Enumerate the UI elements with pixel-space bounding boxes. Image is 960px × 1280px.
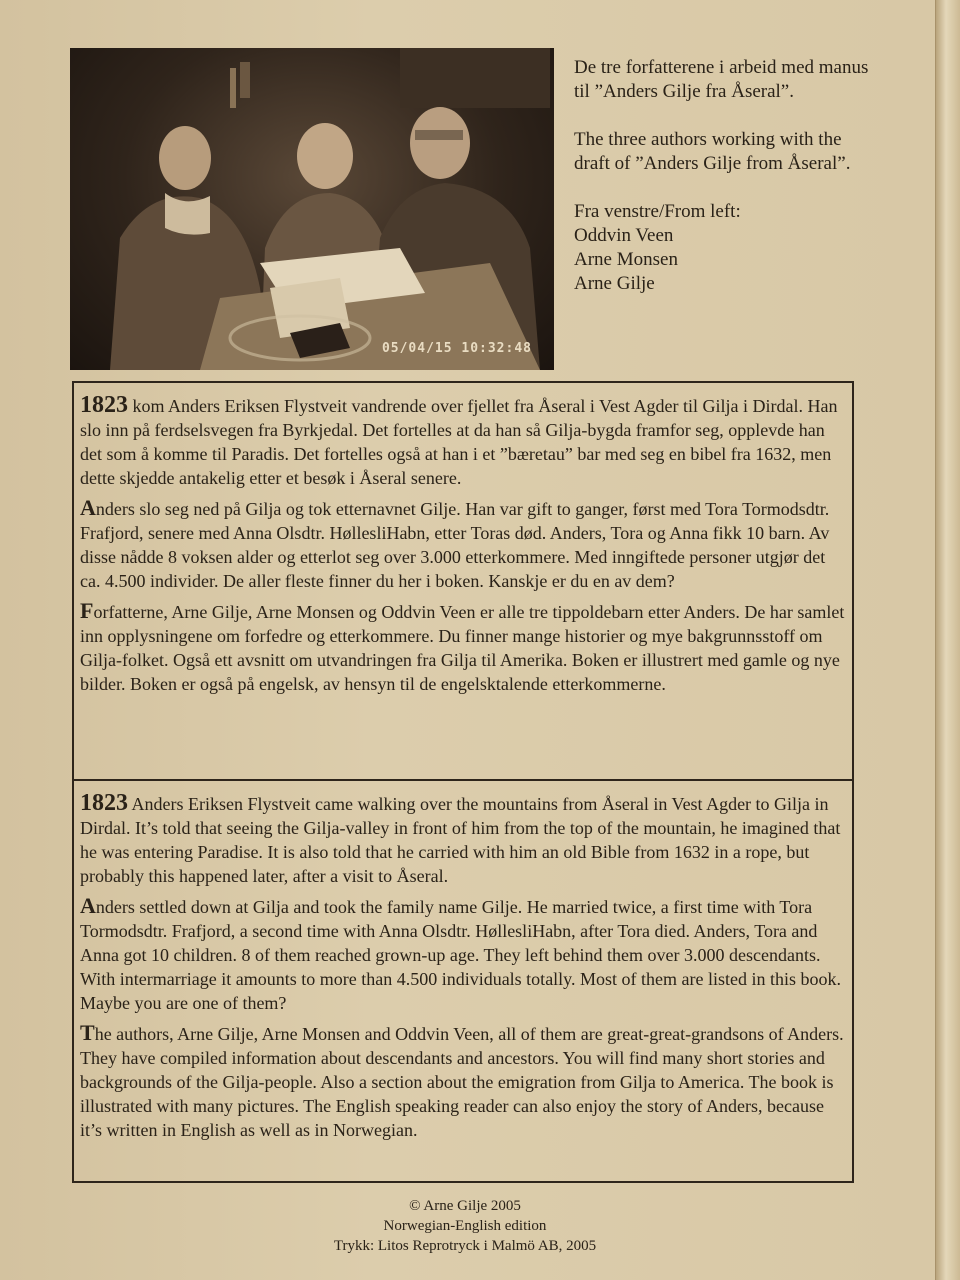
- norwegian-paragraph-1-text: kom Anders Eriksen Flystveit vandrende over fjellet fra Åseral i Vest Agder til Gilja i Dirdal. Han slo inn på ferdselsvegen fra Byrkjedal. Det fortelles at da han så Gilja-bygda framfor seg, opplevde han det som å komme til Paradis. Det fortelles også at han i et ”bæretau” bar med seg en bibel fra 1632, men dette skjedde antakelig etter et besøk i Åseral senere.: [80, 396, 838, 488]
- caption-english: The three authors working with the draft of ”Anders Gilje from Åseral”.: [574, 129, 851, 174]
- english-paragraph-2-text: nders settled down at Gilja and took the family name Gilje. He married twice, a first time with Tora Tormodsdtr. Frafjord, a second time with Anna Olsdtr. HøllesliHabn, after Tora died. Anders, Tora and Anna got 10 children. 8 of them reached grown-up age. They left behind them over 3.000 descendants. With intermarriage it amounts to more than 4.500 individuals totally. Most of them are listed in this book. Maybe you are one of them?: [80, 897, 841, 1013]
- authors-photo: [70, 48, 554, 370]
- authors-photo-illustration: [70, 48, 554, 370]
- photo-caption: [574, 56, 874, 296]
- copyright-line: © Arne Gilje 2005: [409, 1198, 521, 1214]
- photo-timestamp: 05/04/15 10:32:48: [381, 341, 532, 356]
- norwegian-paragraph-3: [80, 599, 846, 696]
- edition-line: Norwegian-English edition: [383, 1218, 547, 1234]
- english-paragraph-1: [80, 791, 846, 888]
- caption-name-2: Arne Monsen: [574, 249, 678, 270]
- norwegian-paragraph-3-initial: F: [80, 598, 94, 623]
- english-year: 1823: [80, 790, 128, 816]
- printer-line: Trykk: Litos Reprotryck i Malmö AB, 2005: [333, 1238, 597, 1254]
- norwegian-paragraph-2: [80, 496, 846, 593]
- caption-from-left-label: Fra venstre/From left:: [574, 201, 741, 222]
- caption-names: [574, 200, 874, 296]
- norwegian-paragraph-2-text: nders slo seg ned på Gilja og tok etternavnet Gilje. Han var gift to ganger, først med Tora Tormodsdtr. Frafjord, senere med Anna Olsdtr. HøllesliHabn, etter Toras død. Anders, Tora og Anna fikk 10 barn. Av disse nådde 8 voksen alder og etterlot seg over 3.000 etterkommere. Med inngiftede personer utgjør det ca. 4.500 individer. De aller fleste finner du her i boken. Kanskje er du en av dem?: [80, 499, 830, 591]
- colophon: [250, 1196, 680, 1256]
- english-paragraph-2-initial: A: [80, 893, 96, 918]
- norwegian-paragraph-3-text: orfatterne, Arne Gilje, Arne Monsen og Oddvin Veen er alle tre tippoldebarn etter Anders. De har samlet inn opplysningene om forfedre og etterkommere. Du finner mange historier og mye bakgrunnsstoff om Gilja-folket. Også ett avsnitt om utvandringen fra Gilja til Amerika. Boken er illustrert med gamle og nye bilder. Boken er også på engelsk, av hensyn til de engelsktalende etterkommerne.: [80, 602, 845, 694]
- caption-norwegian: De tre forfatterene i arbeid med manus til ”Anders Gilje fra Åseral”.: [574, 57, 869, 102]
- english-paragraph-3-initial: T: [80, 1020, 95, 1045]
- norwegian-text-box: [72, 381, 854, 781]
- english-text-box: [72, 779, 854, 1183]
- english-paragraph-3-text: he authors, Arne Gilje, Arne Monsen and Oddvin Veen, all of them are great-great-grandsons of Anders. They have compiled information about descendants and ancestors. You will find many short stories and backgrounds of the Gilja-people. Also a section about the emigration from Gilja to America. The book is illustrated with many pictures. The English speaking reader can also enjoy the story of Anders, because it’s written in English as well as in Norwegian.: [80, 1024, 844, 1140]
- book-spine: [935, 0, 960, 1280]
- caption-name-3: Arne Gilje: [574, 273, 655, 294]
- norwegian-paragraph-2-initial: A: [80, 495, 96, 520]
- english-paragraph-2: [80, 894, 846, 1015]
- norwegian-paragraph-1: [80, 393, 846, 490]
- caption-name-1: Oddvin Veen: [574, 225, 674, 246]
- english-paragraph-1-text: Anders Eriksen Flystveit came walking over the mountains from Åseral in Vest Agder to Gilja in Dirdal. It’s told that seeing the Gilja-valley in front of him from the top of the mountain, he imagined that he was entering Paradise. It is also told that he carried with him an old Bible from 1632 in a rope, but probably this happened later, after a visit to Åseral.: [80, 794, 841, 886]
- norwegian-year: 1823: [80, 392, 128, 418]
- english-paragraph-3: [80, 1021, 846, 1142]
